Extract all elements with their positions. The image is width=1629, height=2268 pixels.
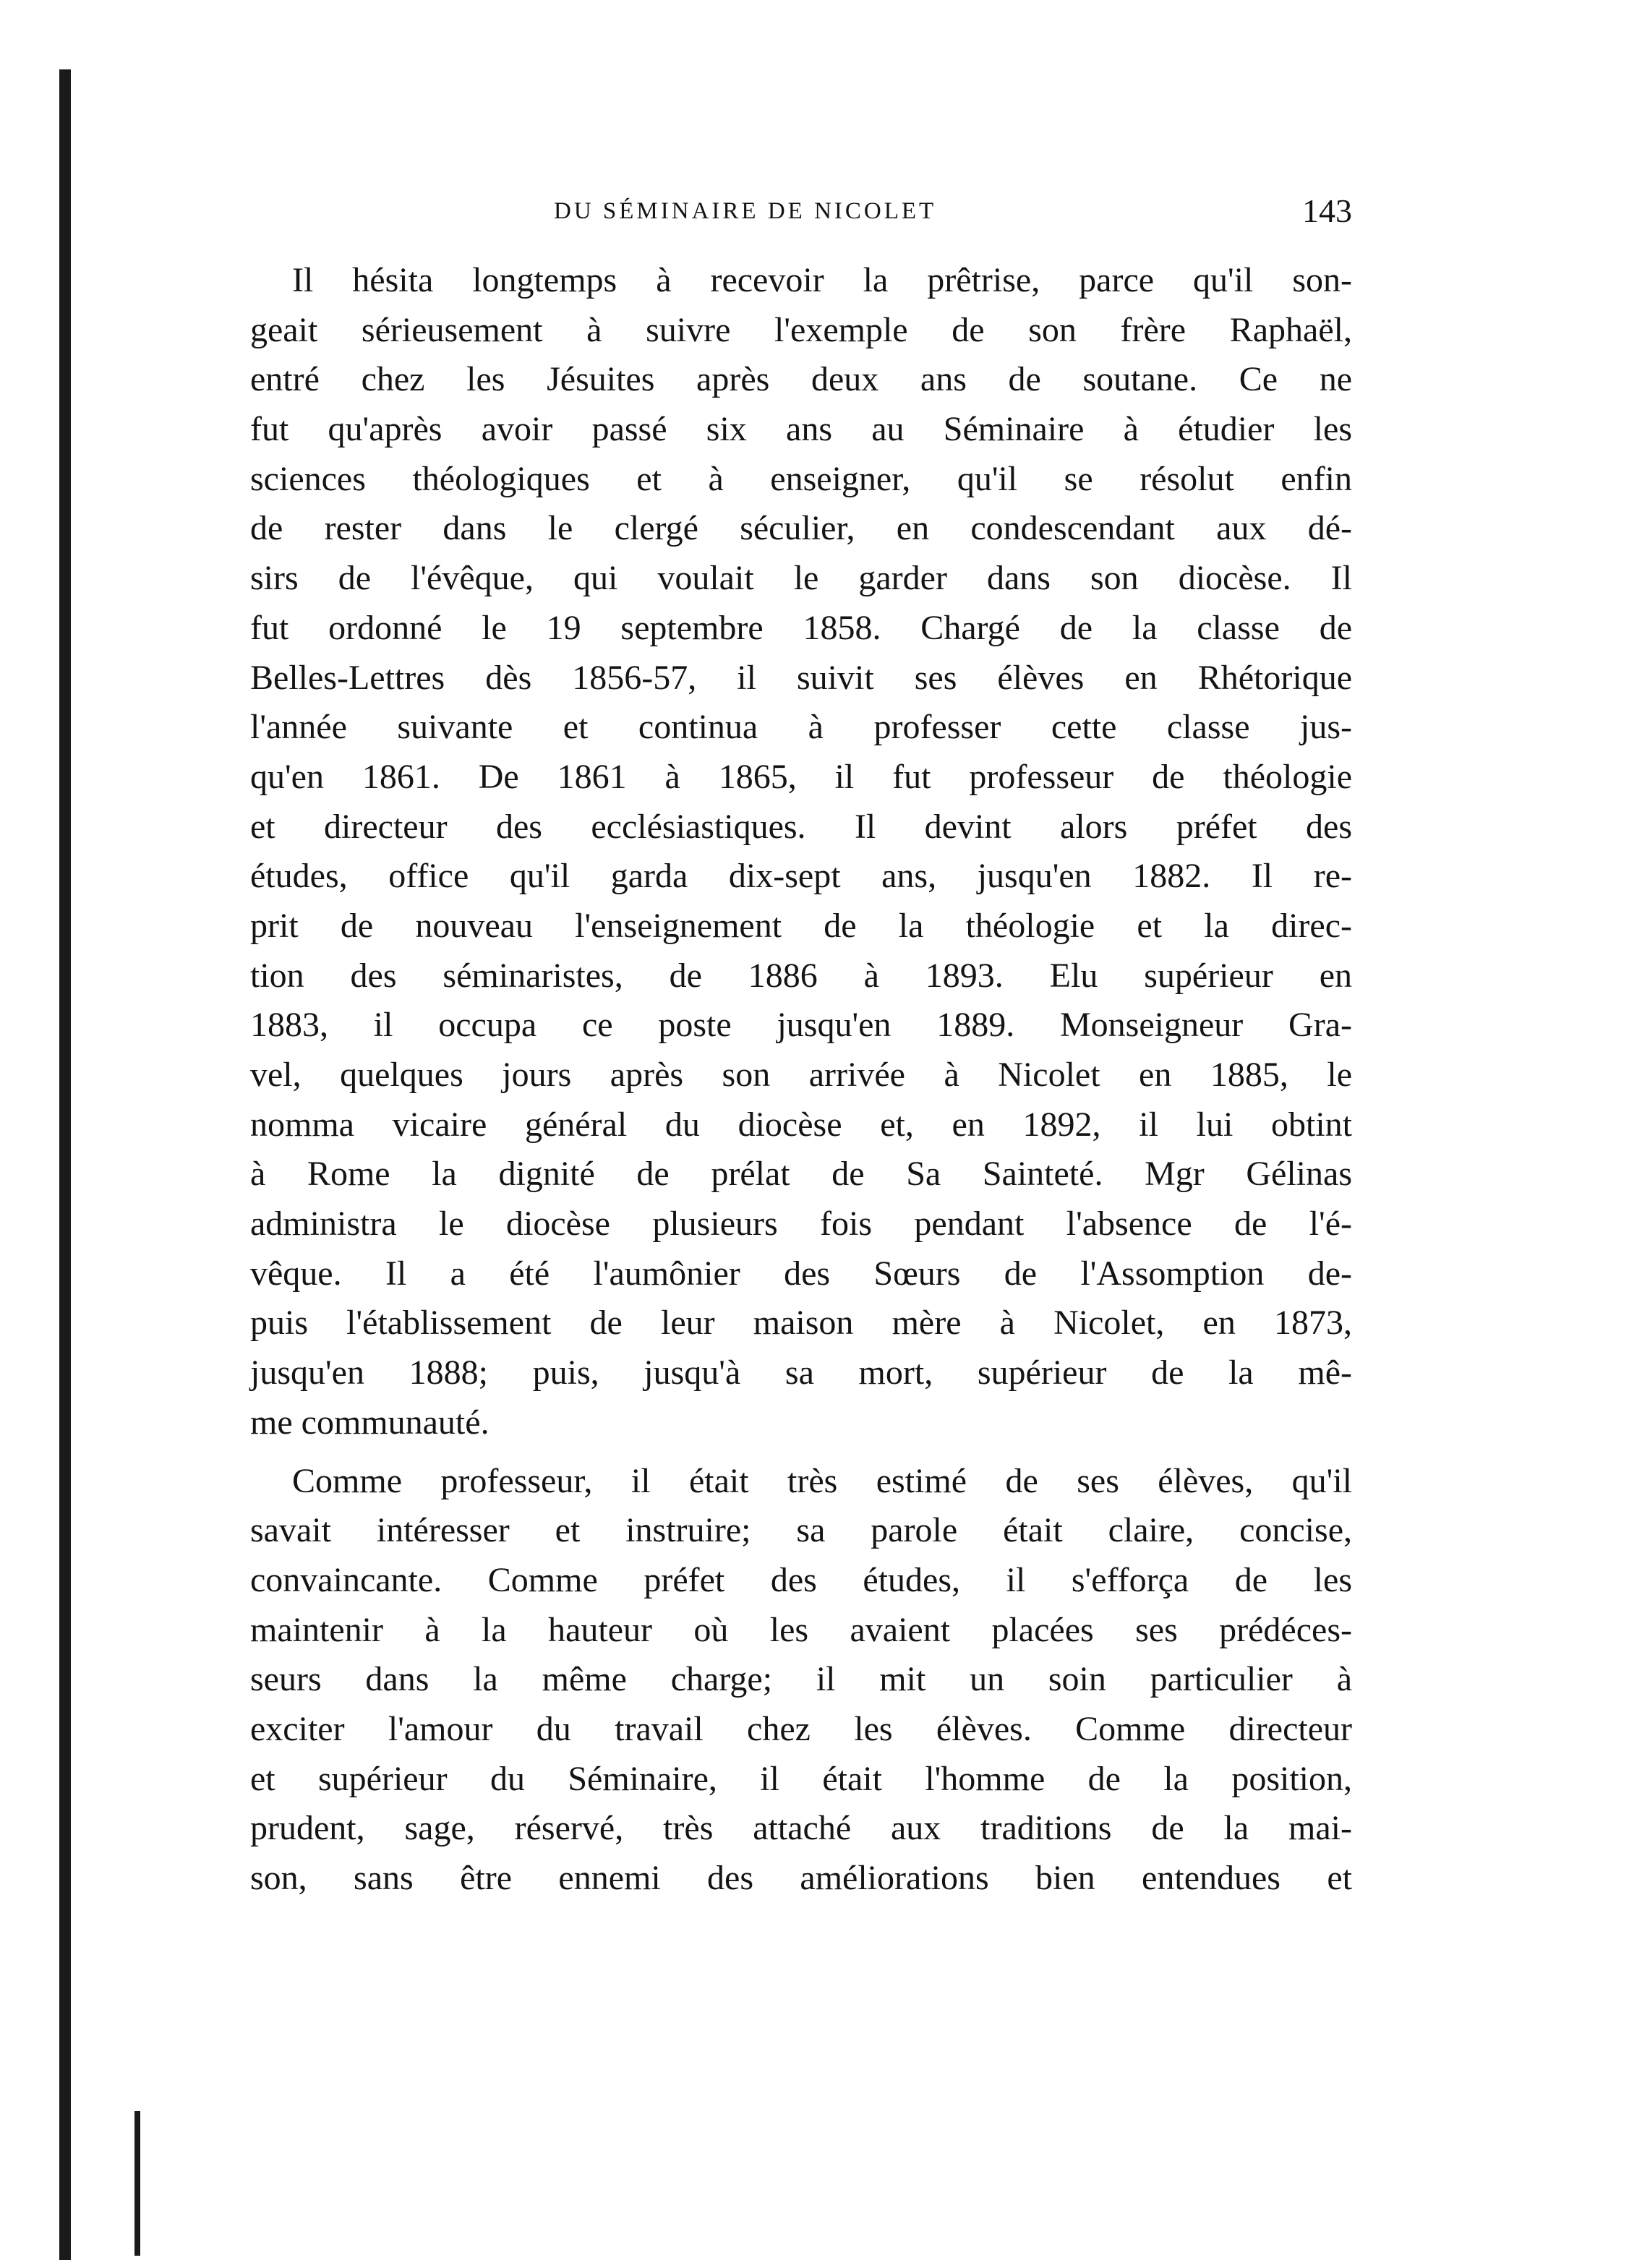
text-line: son, sans être ennemi des améliorations bien entendues et [250,1859,1352,1897]
text-line: Il hésita longtemps à recevoir la prêtrise, parce qu'il son- [292,261,1352,299]
text-line: à Rome la dignité de prélat de Sa Sainteté. Mgr Gélinas [250,1155,1352,1194]
text-line: de rester dans le clergé séculier, en condescendant aux dé- [250,509,1352,548]
text-line: prit de nouveau l'enseignement de la théologie et la direc- [250,906,1352,945]
text-line: études, office qu'il garda dix-sept ans, jusqu'en 1882. Il re- [250,857,1352,896]
text-line: prudent, sage, réservé, très attaché aux traditions de la mai- [250,1809,1352,1848]
text-line: maintenir à la hauteur où les avaient placées ses prédéces- [250,1610,1352,1649]
paragraph [250,1457,1352,1904]
text-line: l'année suivante et continua à professer cette classe jus- [250,708,1352,747]
text-line: et supérieur du Séminaire, il était l'homme de la position, [250,1759,1352,1798]
running-head [250,189,1352,233]
text-line: puis l'établissement de leur maison mère à Nicolet, en 1873, [250,1304,1352,1343]
text-line: sirs de l'évêque, qui voulait le garder dans son diocèse. Il [250,559,1352,598]
text-line: seurs dans la même charge; il mit un soin particulier à [250,1660,1352,1699]
text-line: savait intéresser et instruire; sa parole était claire, concise, [250,1511,1352,1550]
text-line: exciter l'amour du travail chez les élèves. Comme directeur [250,1709,1352,1748]
text-line: geait sérieusement à suivre l'exemple de son frère Raphaël, [250,310,1352,349]
text-line: Belles-Lettres dès 1856-57, il suivit ses élèves en Rhétorique [250,658,1352,697]
scanned-binding-edge [59,69,71,2260]
text-line: et directeur des ecclésiastiques. Il devint alors préfet des [250,807,1352,846]
text-line: entré chez les Jésuites après deux ans de soutane. Ce ne [250,360,1352,399]
text-line: administra le diocèse plusieurs fois pendant l'absence de l'é- [250,1204,1352,1244]
text-line: 1883, il occupa ce poste jusqu'en 1889. Monseigneur Gra- [250,1006,1352,1045]
scanned-binding-mark [134,2111,140,2256]
paragraph-gap [250,1448,1352,1457]
running-title: DU SÉMINAIRE DE NICOLET [554,198,937,224]
body-text [250,256,1352,1904]
page-number: 143 [1302,192,1352,229]
text-line: fut ordonné le 19 septembre 1858. Chargé de la classe de [250,608,1352,647]
text-line: me communauté. [250,1403,489,1442]
text-line: fut qu'après avoir passé six ans au Séminaire à étudier les [250,410,1352,449]
text-line: sciences théologiques et à enseigner, qu'il se résolut enfin [250,459,1352,498]
text-line: convaincante. Comme préfet des études, il s'efforça de les [250,1560,1352,1599]
text-line: jusqu'en 1888; puis, jusqu'à sa mort, supérieur de la mê- [250,1353,1352,1392]
text-line: nomma vicaire général du diocèse et, en 1892, il lui obtint [250,1105,1352,1144]
text-line: vel, quelques jours après son arrivée à Nicolet en 1885, le [250,1056,1352,1094]
text-line: qu'en 1861. De 1861 à 1865, il fut professeur de théologie [250,757,1352,796]
paragraph [250,256,1352,1448]
text-line: Comme professeur, il était très estimé de ses élèves, qu'il [292,1461,1352,1500]
text-line: vêque. Il a été l'aumônier des Sœurs de l'Assomption de- [250,1254,1352,1293]
text-line: tion des séminaristes, de 1886 à 1893. Elu supérieur en [250,956,1352,995]
